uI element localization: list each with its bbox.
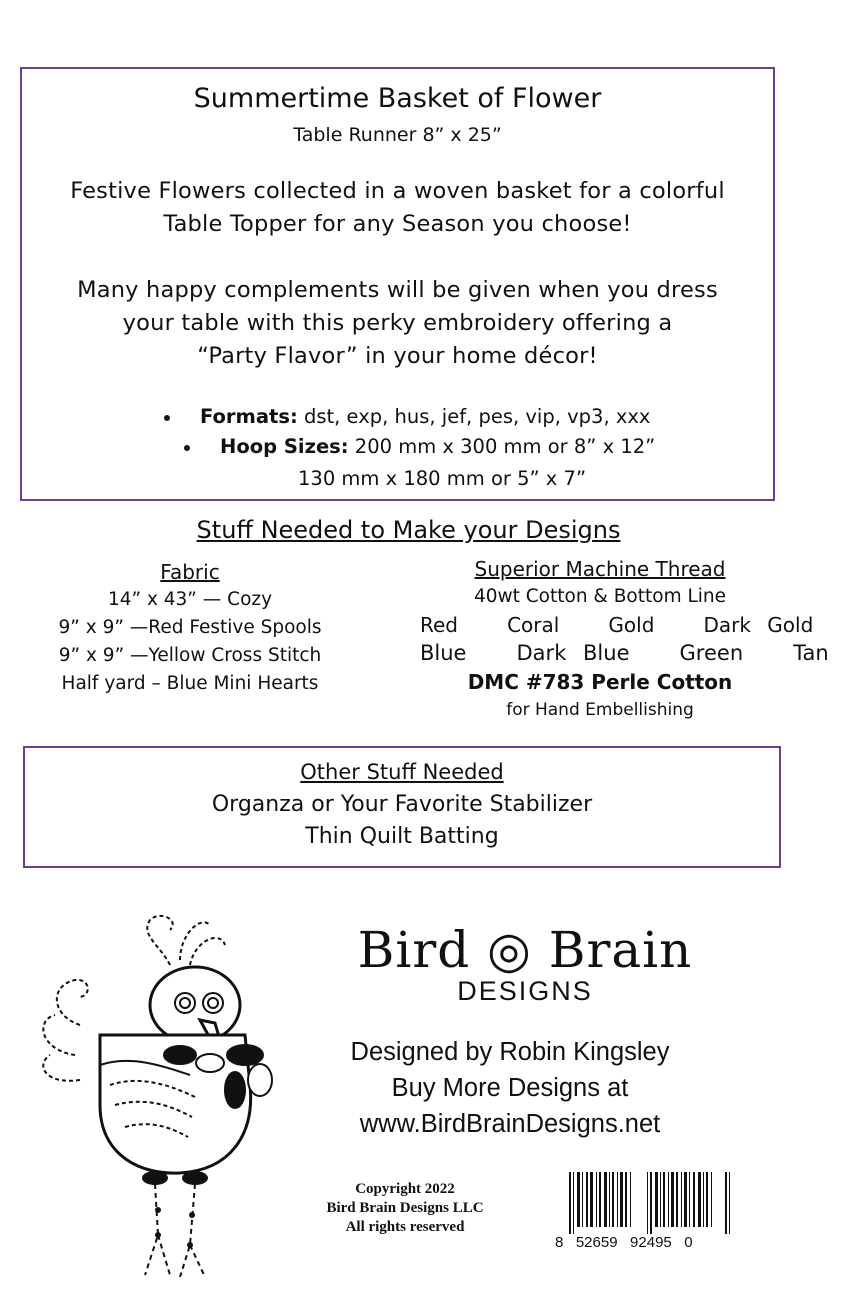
barcode-icon: [555, 1172, 745, 1234]
fabric-heading: Fabric: [160, 560, 220, 584]
logo-text: Bird ◎ Brain: [357, 921, 693, 979]
thread-heading: Superior Machine Thread: [474, 557, 726, 581]
buy-line: Buy More Designs at: [391, 1074, 629, 1102]
brand-info: [330, 1034, 690, 1142]
stuff-heading: Stuff Needed to Make your Designs: [196, 516, 621, 544]
fabric-column: [40, 560, 340, 698]
hoop-label: Hoop Sizes:: [220, 435, 349, 458]
barcode: [555, 1172, 745, 1251]
brand-logo: [345, 922, 705, 1007]
description-line: Many happy complements will be given when you dress: [77, 277, 718, 303]
other-item: Organza or Your Favorite Stabilizer: [211, 792, 593, 817]
barcode-digits: 8 52659 92495 0: [555, 1234, 693, 1251]
copyright-line: All rights reserved: [345, 1219, 465, 1235]
dmc-heading: DMC #783 Perle Cotton: [467, 670, 733, 694]
thread-color: Blue: [420, 641, 467, 665]
hoop-value-2: 130 mm x 180 mm or 5” x 7”: [298, 467, 587, 490]
thread-color: Tan: [793, 641, 829, 665]
pattern-subtitle: Table Runner 8” x 25”: [293, 124, 502, 146]
description-line: Table Topper for any Season you choose!: [163, 211, 632, 237]
hoop-item: [184, 435, 655, 458]
thread-column: [420, 557, 829, 723]
fabric-item: 14” x 43” — Cozy: [107, 589, 273, 610]
bullet-icon: [164, 415, 170, 421]
copyright-line: Bird Brain Designs LLC: [326, 1200, 484, 1216]
pattern-title: Summertime Basket of Flower: [193, 83, 602, 114]
formats-item: [164, 405, 650, 428]
formats-label: Formats:: [200, 405, 298, 428]
fabric-item: 9” x 9” —Red Festive Spools: [58, 617, 322, 638]
thread-color: Gold: [608, 613, 655, 637]
thread-colors-row-1: [420, 611, 814, 639]
fabric-item: Half yard – Blue Mini Hearts: [61, 673, 319, 694]
fabric-item: 9” x 9” —Yellow Cross Stitch: [58, 645, 322, 666]
thread-color: Dark Blue: [516, 641, 630, 665]
description-box: [20, 67, 775, 501]
website-link[interactable]: www.BirdBrainDesigns.net: [359, 1110, 661, 1138]
other-heading: Other Stuff Needed: [300, 760, 504, 784]
description-line: Festive Flowers collected in a woven basket for a colorful: [70, 178, 725, 204]
thread-color: Dark Gold: [703, 613, 814, 637]
thread-colors-row-2: [420, 639, 829, 667]
designer-line: Designed by Robin Kingsley: [350, 1038, 670, 1066]
copyright-block: [305, 1180, 505, 1237]
copyright-line: Copyright 2022: [355, 1181, 455, 1197]
formats-value: dst, exp, hus, jef, pes, vip, vp3, xxx: [303, 405, 651, 428]
thread-color: Coral: [507, 613, 560, 637]
other-stuff-box: [23, 746, 781, 868]
hoop-value: 200 mm x 300 mm or 8” x 12”: [354, 435, 656, 458]
thread-color: Green: [679, 641, 744, 665]
dmc-note: for Hand Embellishing: [506, 700, 694, 720]
bird-illustration-icon: [20, 905, 320, 1295]
thread-line: 40wt Cotton & Bottom Line: [473, 586, 727, 607]
thread-color: Red: [420, 613, 458, 637]
logo-subtext: DESIGNS: [457, 976, 593, 1006]
bullet-icon: [184, 445, 190, 451]
other-item: Thin Quilt Batting: [305, 824, 499, 849]
description-line: your table with this perky embroidery offering a: [122, 310, 673, 336]
description-line: “Party Flavor” in your home décor!: [197, 343, 598, 369]
